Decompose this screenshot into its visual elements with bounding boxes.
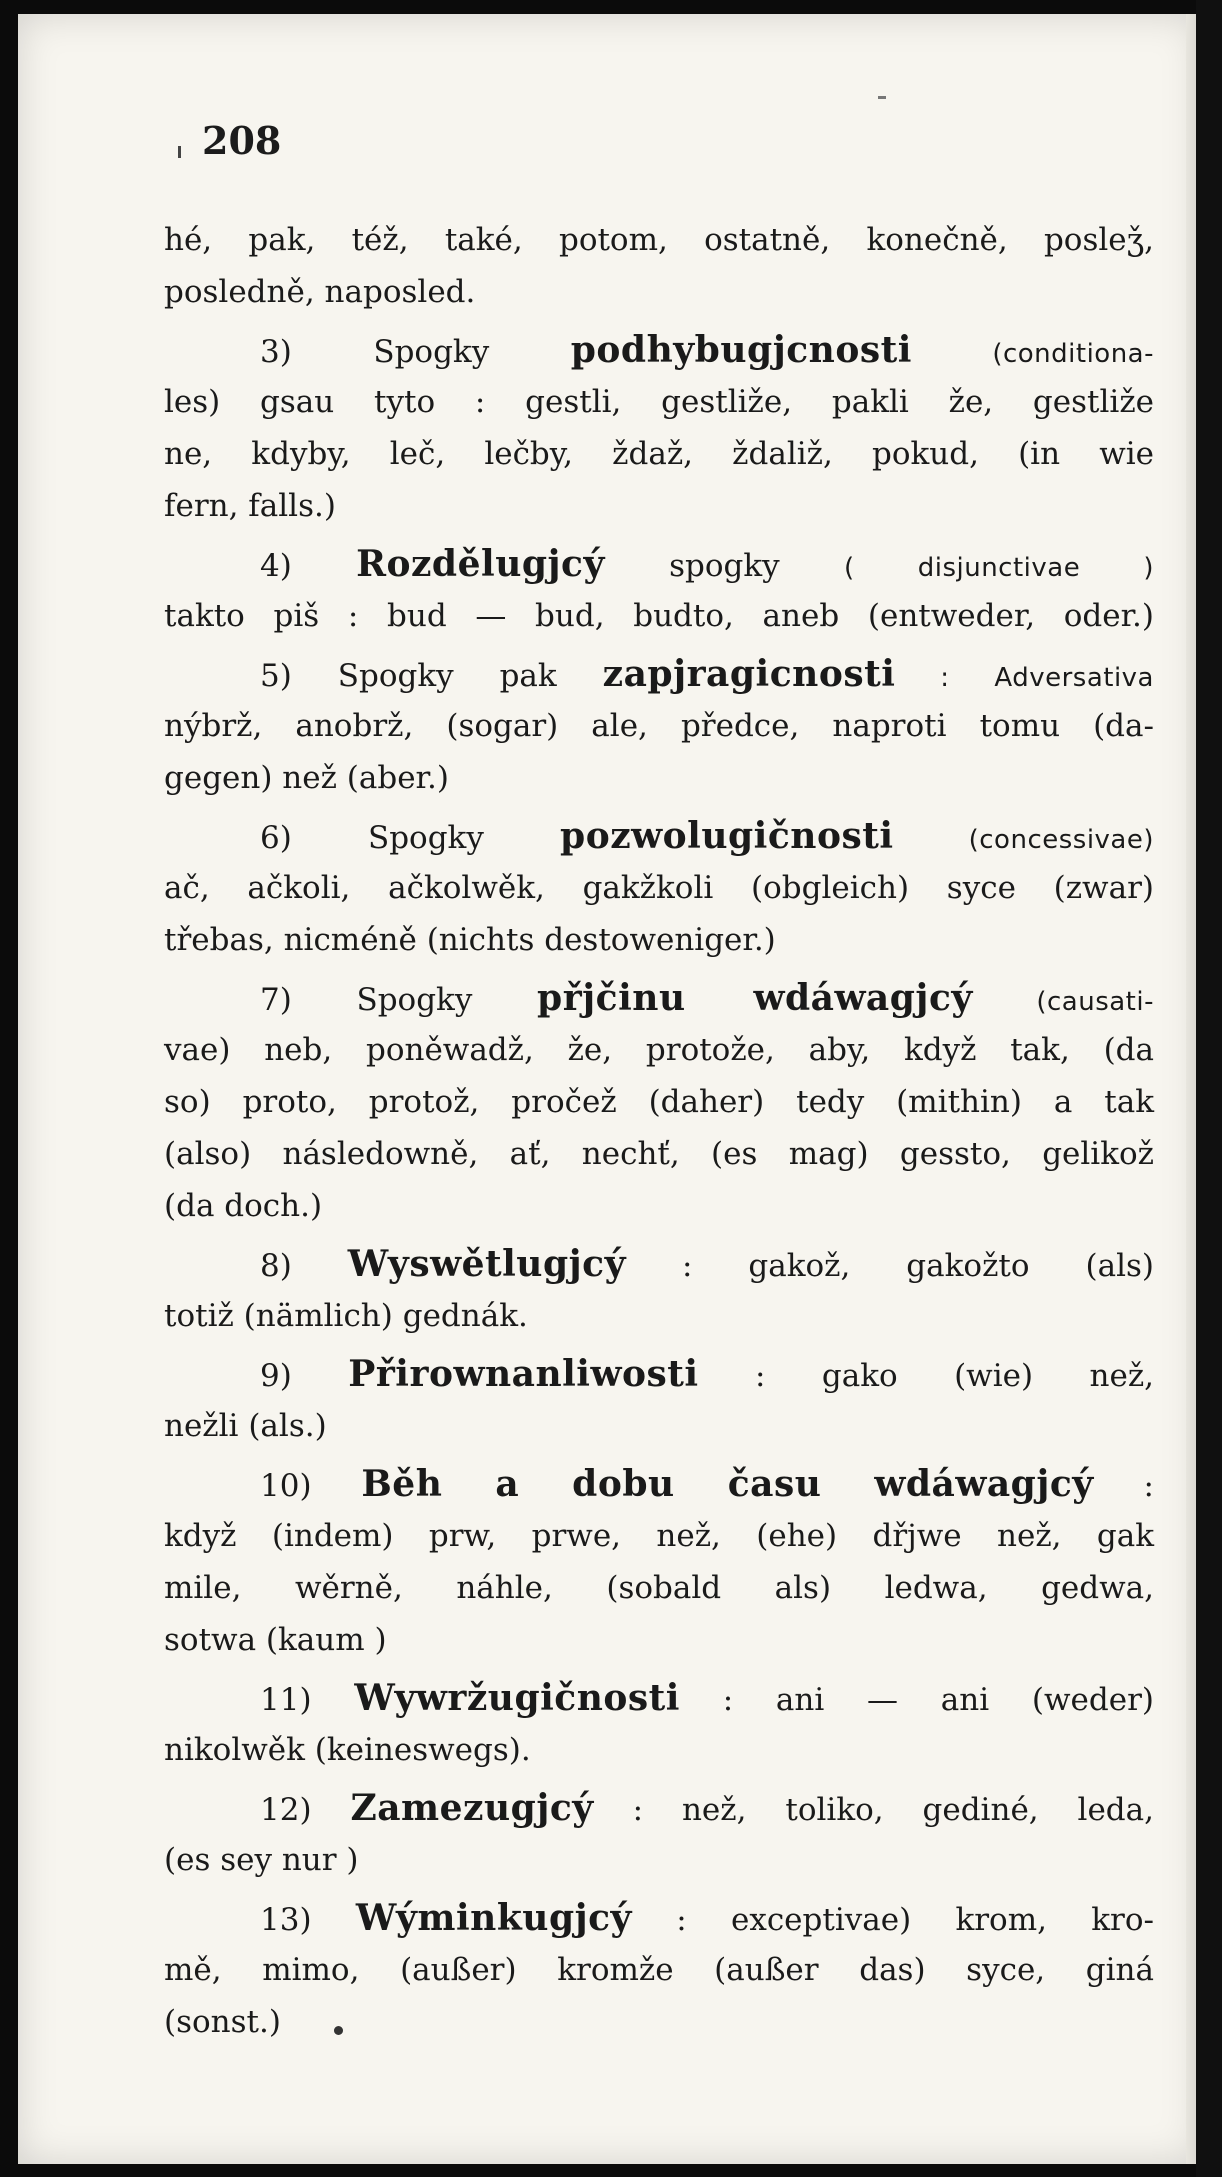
text-segment: gegen) než (aber.) — [164, 760, 449, 796]
text-line — [164, 1180, 1154, 1232]
text-segment: (sonst.) — [164, 2004, 281, 2040]
text-line — [164, 862, 1154, 914]
section-heading: Rozdělugjcý — [356, 543, 605, 585]
text-line — [164, 1944, 1154, 1996]
section-heading: zapjragicnosti — [602, 653, 896, 695]
section-heading: Wýminkugjcý — [355, 1897, 632, 1939]
ink-mark — [178, 146, 181, 158]
text-segment: : — [1093, 1468, 1154, 1504]
text-line — [164, 590, 1154, 642]
page-number: 208 — [202, 118, 282, 163]
text-segment: nežli (als.) — [164, 1408, 327, 1444]
text-line — [164, 972, 1154, 1024]
text-segment: : ani — ani (weder) — [679, 1682, 1155, 1718]
text-segment: 12) — [260, 1792, 351, 1828]
text-segment: ač, ačkoli, ačkolwěk, gakžkoli (obgleich) syce (zwar) — [164, 870, 1154, 906]
text-line — [164, 1834, 1154, 1886]
text-segment: posledně, naposled. — [164, 274, 476, 310]
text-segment: les) gsau tyto : gestli, gestliže, pakli že, gestliže — [164, 384, 1154, 420]
section-heading: Zamezugjcý — [350, 1787, 594, 1829]
text-segment: 8) — [260, 1248, 348, 1284]
text-line — [164, 1290, 1154, 1342]
text-line — [164, 538, 1154, 590]
text-segment: ne, kdyby, leč, lečby, ždaž, ždaliž, pokud, (in wie — [164, 436, 1154, 472]
text-line — [164, 810, 1154, 862]
text-line — [164, 1400, 1154, 1452]
text-line — [164, 700, 1154, 752]
body-text — [164, 214, 1154, 2048]
text-segment: hé, pak, též, také, potom, ostatně, konečně, posleǯ, — [164, 222, 1154, 258]
text-segment: : exceptivae) krom, kro- — [631, 1902, 1154, 1938]
text-line — [164, 1892, 1154, 1944]
section-heading: Wywržugičnosti — [354, 1677, 680, 1719]
text-line — [164, 1076, 1154, 1128]
text-segment: třebas, nicméně (nichts destoweniger.) — [164, 922, 776, 958]
text-line — [164, 1614, 1154, 1666]
latin-term: (concessivae) — [893, 825, 1155, 855]
section-heading: Běh a dobu času wdáwagjcý — [361, 1463, 1094, 1505]
latin-term: ( disjunctivae ) — [843, 553, 1154, 583]
text-line — [164, 1782, 1154, 1834]
latin-term: (conditiona- — [911, 339, 1154, 369]
text-line — [164, 914, 1154, 966]
text-segment: fern, falls.) — [164, 488, 336, 524]
text-segment: (da doch.) — [164, 1188, 323, 1224]
text-segment: vae) neb, poněwadž, že, protože, aby, když tak, (da — [164, 1032, 1154, 1068]
book-page — [18, 14, 1200, 2164]
ink-mark — [878, 96, 886, 99]
text-line — [164, 480, 1154, 532]
text-segment: spogky — [604, 548, 844, 584]
text-line — [164, 214, 1154, 266]
text-line — [164, 648, 1154, 700]
text-segment: 11) — [260, 1682, 355, 1718]
text-segment: sotwa (kaum ) — [164, 1622, 387, 1658]
text-line — [164, 1672, 1154, 1724]
text-segment: 5) Spogky pak — [260, 658, 603, 694]
text-segment: mě, mimo, (außer) kromže (außer das) syce, giná — [164, 1952, 1154, 1988]
text-line — [164, 1348, 1154, 1400]
text-segment: 4) — [260, 548, 357, 584]
text-line — [164, 1510, 1154, 1562]
text-line — [164, 324, 1154, 376]
latin-term: : Adversativa — [895, 663, 1154, 693]
ink-dot — [334, 2026, 343, 2035]
latin-term: (causati- — [972, 987, 1154, 1017]
text-segment: 9) — [260, 1358, 349, 1394]
text-segment: 13) — [260, 1902, 356, 1938]
text-line — [164, 1024, 1154, 1076]
section-heading: Wyswětlugjcý — [347, 1243, 627, 1285]
text-segment: nikolwěk (keineswegs). — [164, 1732, 531, 1768]
text-segment: 6) Spogky — [260, 820, 561, 856]
scan-gutter — [1196, 0, 1222, 2177]
text-line — [164, 1996, 1154, 2048]
text-segment: (also) následowně, ať, nechť, (es mag) gessto, gelikož — [164, 1136, 1154, 1172]
section-heading: podhybugjcnosti — [570, 329, 912, 371]
text-segment: když (indem) prw, prwe, než, (ehe) dřjwe než, gak — [164, 1518, 1154, 1554]
text-line — [164, 266, 1154, 318]
text-segment: (es sey nur ) — [164, 1842, 359, 1878]
text-line — [164, 752, 1154, 804]
text-segment: nýbrž, anobrž, (sogar) ale, předce, naproti tomu (da- — [164, 708, 1154, 744]
text-segment: 7) Spogky — [260, 982, 538, 1018]
text-segment: totiž (nämlich) gednák. — [164, 1298, 528, 1334]
text-segment: : gako (wie) než, — [698, 1358, 1155, 1394]
text-line — [164, 1724, 1154, 1776]
text-segment: 3) Spogky — [260, 334, 571, 370]
text-segment: takto piš : bud — bud, budto, aneb (entweder, oder.) — [164, 598, 1154, 634]
section-heading: pozwolugičnosti — [560, 815, 894, 857]
text-line — [164, 1128, 1154, 1180]
section-heading: přjčinu wdáwagjcý — [537, 977, 973, 1019]
text-segment: mile, wěrně, náhle, (sobald als) ledwa, gedwa, — [164, 1570, 1154, 1606]
text-line — [164, 1238, 1154, 1290]
section-heading: Přirownanliwosti — [348, 1353, 699, 1395]
text-line — [164, 428, 1154, 480]
text-line — [164, 376, 1154, 428]
text-segment: : gakož, gakožto (als) — [626, 1248, 1154, 1284]
text-segment: : než, toliko, gediné, leda, — [593, 1792, 1154, 1828]
text-line — [164, 1458, 1154, 1510]
text-line — [164, 1562, 1154, 1614]
text-segment: so) proto, protož, pročež (daher) tedy (mithin) a tak — [164, 1084, 1154, 1120]
text-segment: 10) — [260, 1468, 362, 1504]
